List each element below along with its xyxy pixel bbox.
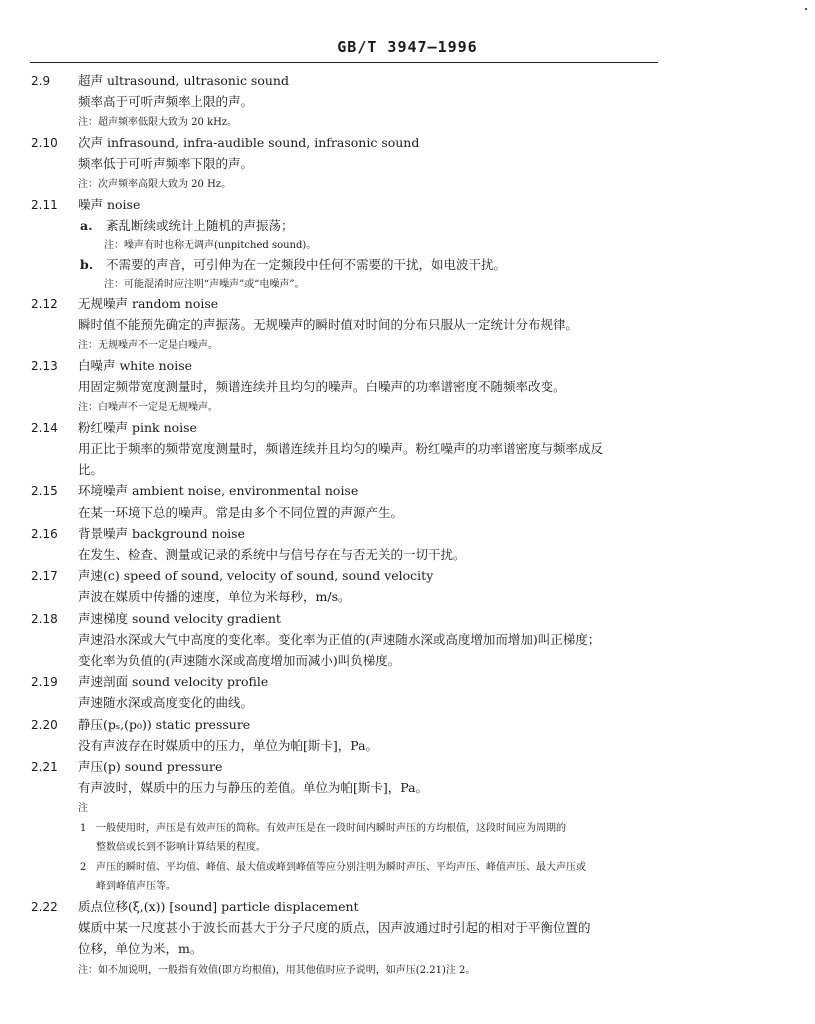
- item-text: 不需要的声音，可引伸为在一定频段中任何不需要的干扰，如电波干扰。: [106, 257, 507, 272]
- numbered-note-text: 整数倍或长到不影响计算结果的程度。: [96, 842, 266, 854]
- entry-term: 背景噪声 background noise: [78, 525, 245, 541]
- definition-text: 变化率为负值的(声速随水深或高度增加而减小)叫负梯度。: [78, 653, 401, 668]
- entry-number: 2.19: [31, 675, 58, 690]
- page-header: GB/T 3947—1996: [337, 38, 478, 56]
- definition-text: 媒质中某一尺度甚小于波长而甚大于分子尺度的质点，因声波通过时引起的相对于平衡位置的: [78, 920, 591, 936]
- entry-number: 2.21: [31, 760, 58, 774]
- definition-text: 声速沿水深或大气中高度的变化率。变化率为正值的(声速随水深或高度增加而增加)叫正梯度；: [78, 631, 601, 647]
- entry-number: 2.10: [31, 135, 58, 150]
- entry-number: 2.12: [31, 297, 58, 311]
- entry-term: 静压(pₛ,(p₀)) static pressure: [78, 716, 251, 732]
- scan-speck: [805, 8, 807, 10]
- entry-term: 声速剖面 sound velocity profile: [78, 674, 269, 690]
- numbered-note-text: 峰到峰值声压等。: [96, 881, 176, 893]
- definition-text: 位移，单位为米，m。: [78, 941, 203, 957]
- entry-term: 声压(p) sound pressure: [78, 759, 223, 774]
- entry-term: 粉红噪声 pink noise: [78, 419, 197, 435]
- definition-text: 在发生、检查、测量或记录的系统中与信号存在与否无关的一切干扰。: [78, 547, 466, 562]
- definition-text: 在某一环境下总的噪声。常是由多个不同位置的声源产生。: [78, 504, 404, 520]
- entry-note: 注：次声频率高限大致为 20 Hz。: [78, 179, 232, 191]
- note-heading: 注: [78, 803, 88, 815]
- definition-text: 用正比于频率的频带宽度测量时，频谱连续并且均匀的噪声。粉红噪声的功率谱密度与频率成反: [78, 441, 604, 456]
- item-note: 注：噪声有时也称无调声(unpitched sound)。: [104, 239, 317, 251]
- entry-note: 注：如不加说明，一般指有效值(即方均根值)，用其他值时应予说明，如声压(2.21)注 2。: [78, 964, 476, 976]
- entry-number: 2.20: [31, 717, 58, 732]
- entry-term: 次声 infrasound, infra-audible sound, infrasonic sound: [78, 134, 420, 150]
- entry-term: 声速梯度 sound velocity gradient: [78, 610, 281, 626]
- entry-number: 2.18: [31, 611, 58, 626]
- entry-term: 无规噪声 random noise: [78, 296, 219, 311]
- definition-text: 声波在媒质中传播的速度，单位为米每秒，m/s。: [78, 589, 351, 605]
- entry-term: 质点位移(ξ,(x)) [sound] particle displacement: [78, 898, 359, 914]
- entry-term: 声速(c) speed of sound, velocity of sound, sound velocity: [78, 568, 434, 584]
- entry-note: 注：白噪声不一定是无规噪声。: [78, 402, 218, 414]
- entry-number: 2.13: [31, 358, 58, 373]
- definition-text: 声速随水深或高度变化的曲线。: [78, 695, 254, 711]
- entry-number: 2.15: [31, 484, 58, 499]
- entry-number: 2.14: [31, 420, 58, 435]
- entry-term: 噪声 noise: [78, 196, 141, 212]
- note-number: 2: [80, 861, 87, 873]
- item-label: b.: [80, 257, 94, 272]
- entry-term: 白噪声 white noise: [78, 357, 193, 373]
- entry-number: 2.22: [31, 899, 58, 914]
- definition-text: 没有声波存在时媒质中的压力，单位为帕[斯卡]，Pa。: [78, 737, 379, 753]
- entry-number: 2.9: [31, 74, 51, 88]
- definition-text: 用固定频带宽度测量时，频谱连续并且均匀的噪声。白噪声的功率谱密度不随频率改变。: [78, 379, 566, 395]
- item-note: 注：可能混淆时应注明“声噪声”或“电噪声”。: [104, 278, 305, 290]
- note-number: 1: [80, 822, 87, 834]
- entry-note: 注：无规噪声不一定是白噪声。: [78, 340, 218, 352]
- entry-number: 2.16: [31, 526, 58, 541]
- numbered-note-text: 声压的瞬时值、平均值、峰值、最大值或峰到峰值等应分别注明为瞬时声压、平均声压、峰值声压、最大声压或: [96, 861, 586, 873]
- definition-text: 频率高于可听声频率上限的声。: [78, 94, 254, 110]
- entry-term: 环境噪声 ambient noise, environmental noise: [78, 483, 359, 499]
- entry-term: 超声 ultrasound, ultrasonic sound: [78, 73, 289, 88]
- definition-text: 比。: [78, 462, 104, 478]
- definition-text: 有声波时，媒质中的压力与静压的差值。单位为帕[斯卡]，Pa。: [78, 780, 429, 796]
- numbered-note-text: 一般使用时，声压是有效声压的简称。有效声压是在一段时间内瞬时声压的方均根值，这段时间应为周期的: [96, 822, 566, 834]
- entry-number: 2.11: [31, 197, 58, 212]
- item-text: 紊乱断续或统计上随机的声振荡；: [106, 218, 294, 233]
- entry-number: 2.17: [31, 569, 58, 584]
- header-rule: [30, 62, 658, 63]
- definition-text: 瞬时值不能预先确定的声振荡。无规噪声的瞬时值对时间的分布只服从一定统计分布规律。: [78, 317, 579, 333]
- item-label: a.: [80, 218, 93, 233]
- definition-text: 频率低于可听声频率下限的声。: [78, 156, 254, 172]
- entry-note: 注：超声频率低限大致为 20 kHz。: [78, 117, 238, 129]
